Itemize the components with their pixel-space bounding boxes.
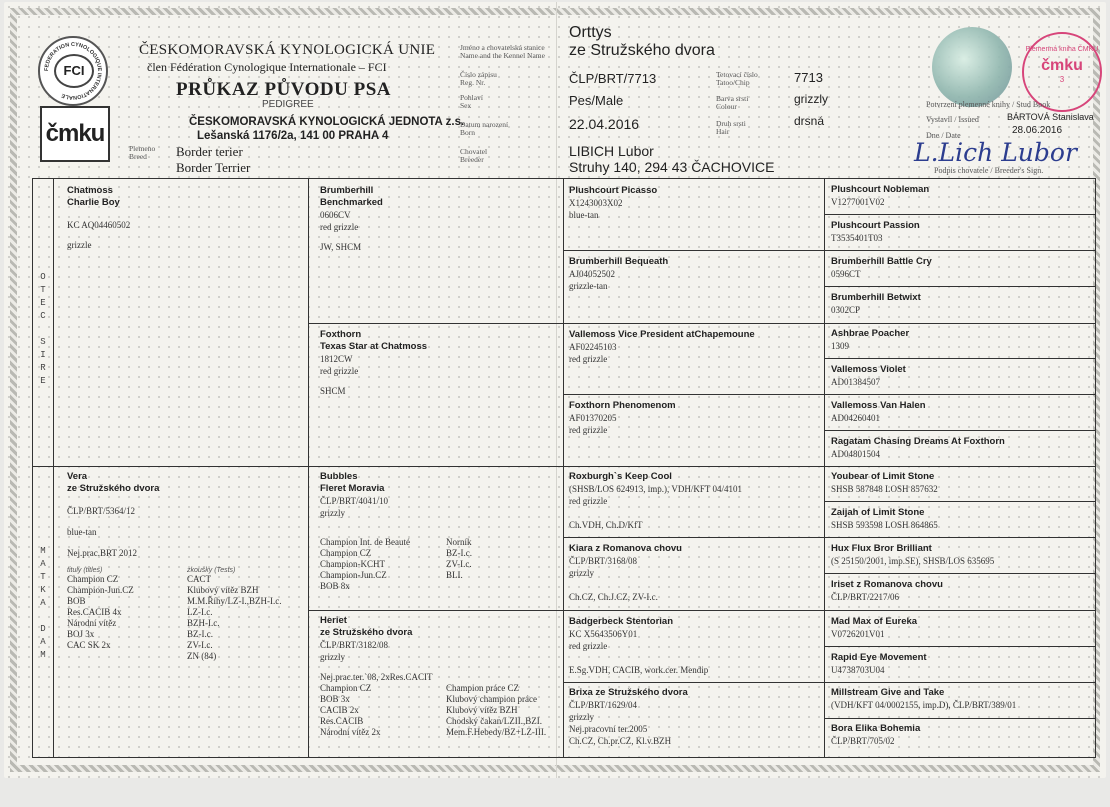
gggp-name: Brumberhill Battle Cry <box>831 256 932 267</box>
breed-label-en: Breed <box>129 152 147 161</box>
side-letter: R <box>40 363 46 373</box>
dam-titles <box>67 574 134 651</box>
dam-test: M.M.Říhy/LZ-I.,BZH-I.c. <box>187 596 282 606</box>
ggp-name: Foxthorn Phenomenom <box>569 400 676 411</box>
sex-label-en: Sex <box>460 101 472 110</box>
ggp-titles: Nej.pracovní ter.2005 <box>569 724 648 734</box>
gggp-name: Iriset z Romanova chovu <box>831 579 943 590</box>
born-label-en: Born <box>460 128 475 137</box>
gp-name2: ze Stružského dvora <box>320 627 413 638</box>
ggp-name: Badgerbeck Stentorian <box>569 616 673 627</box>
gp-titles: SHCM <box>320 386 346 396</box>
gp-title: BOB 3x <box>320 694 350 704</box>
gggp-name: Rapid Eye Movement <box>831 652 927 663</box>
side-letter: C <box>40 311 46 321</box>
gp-tests-list <box>446 537 472 581</box>
tattoo-label-cz: Tetovací číslo <box>716 70 758 79</box>
ggp-cell <box>569 616 819 676</box>
sire-cell <box>67 185 303 251</box>
ggp-reg: AF02245103 <box>569 342 617 352</box>
gp-title: Champion-KCHT <box>320 559 385 569</box>
ggp-cell <box>569 687 819 747</box>
club-address: Lešanská 1176/2a, 141 00 PRAHA 4 <box>197 130 389 142</box>
gp-name2: Benchmarked <box>320 197 383 208</box>
gggp-cell <box>831 400 1091 424</box>
gggp-reg: (VDH/KFT 04/0002155, imp.D), ČLP/BRT/389/01 <box>831 700 1017 710</box>
side-letter: A <box>40 559 46 569</box>
gggp-cell <box>831 184 1091 208</box>
gp-colour: red grizzle <box>320 222 359 232</box>
dam-cell <box>67 471 303 665</box>
gp-reg: 1812CW <box>320 354 353 364</box>
gggp-name: Plushcourt Nobleman <box>831 184 930 195</box>
gggp-reg: 1309 <box>831 341 849 351</box>
gggp-name: Brumberhill Betwixt <box>831 292 921 303</box>
ggp-cell <box>569 256 819 292</box>
gp-test: Norník <box>446 537 472 547</box>
dam-test: ZV-I.c. <box>187 640 213 650</box>
sex-label-cz: Pohlaví <box>460 93 483 102</box>
gggp-name: Vallemoss Van Halen <box>831 400 926 411</box>
gp-name: Brumberhill <box>320 185 374 196</box>
stamp-number: 3 <box>1059 75 1065 84</box>
dam-extra: Nej.prac.BRT 2012 <box>67 548 138 558</box>
ggp-name: Kiara z Romanova chovu <box>569 543 682 554</box>
ggp-titles: Ch.CZ, Ch.J.CZ, ZV-I.c. <box>569 592 658 602</box>
dam-titles-label: tituly (titles) <box>67 567 103 574</box>
ggp-reg: AJ04052502 <box>569 269 616 279</box>
ggp-cell <box>569 400 819 436</box>
dam-test: BZ-I.c. <box>187 629 213 639</box>
ggp-name: Brixa ze Stružského dvora <box>569 687 688 698</box>
tattoo-label <box>716 71 758 87</box>
dog-hair: drsná <box>794 114 825 128</box>
stamp-logo: čmku <box>1041 57 1083 74</box>
side-letter: T <box>40 572 46 582</box>
sign-label: Podpis chovatele / Breeder's Sign. <box>934 166 1044 175</box>
breeder-label <box>460 148 487 164</box>
sire-reg: KC AQ04460502 <box>67 220 131 230</box>
ggp-colour: red grizzle <box>569 496 608 506</box>
gp-title: Champion CZ <box>320 683 372 693</box>
dam-title: BOJ 3x <box>67 629 95 639</box>
gp-title: Champion Int. de Beauté <box>320 537 410 547</box>
gp-colour: red grizzle <box>320 366 359 376</box>
gggp-cell <box>831 652 1091 676</box>
dam-title: Res.CACIB 4x <box>67 607 122 617</box>
dam-tests <box>187 574 282 662</box>
side-letter: S <box>40 337 46 347</box>
gp-test: Chodský čakan/LZII.,BZI. <box>446 716 542 726</box>
ggp-titles: E.Sg.VDH, CACIB, work.cer. Mendip <box>569 665 709 675</box>
sire-name: Chatmoss <box>67 185 113 196</box>
born-label <box>460 121 508 137</box>
dog-born: 22.04.2016 <box>569 116 640 132</box>
ggp-colour: blue-tan <box>569 210 599 220</box>
gggp-cell <box>831 687 1091 711</box>
ggp-reg: X1243003X02 <box>569 198 623 208</box>
gggp-reg: V0726201V01 <box>831 629 885 639</box>
dog-tattoo: 7713 <box>794 70 823 85</box>
name-label-en: Name and the Kennel Name <box>460 51 545 60</box>
gggp-cell <box>831 471 1091 495</box>
issued-label: Vystavil / Issued <box>926 115 979 124</box>
ggp-reg: ČLP/BRT/3168/08 <box>569 556 637 566</box>
dam-title: BOB <box>67 596 86 606</box>
gp-name: Heriet <box>320 615 347 626</box>
pedigree-grid <box>32 178 1096 758</box>
colour-label-en: Colour <box>716 102 737 111</box>
ggp-cell <box>569 329 819 365</box>
gggp-reg: SHSB 593598 LOSH 864865 <box>831 520 938 530</box>
gggp-cell <box>831 328 1091 352</box>
fci-member-text: člen Fédération Cynologique Internationale – FCI <box>147 60 387 74</box>
dam-name: Vera <box>67 471 88 482</box>
gggp-name: Millstream Give and Take <box>831 687 945 698</box>
breeder-label-cz: Chovatel <box>460 147 488 156</box>
dog-name: Orttys <box>569 24 612 41</box>
gp-name2: Fleret Moravia <box>320 483 385 494</box>
issue-date: 28.06.2016 <box>1012 125 1063 136</box>
ggp-colour: grizzle-tan <box>569 281 608 291</box>
side-letter: D <box>40 624 46 634</box>
ggp-colour: grizzly <box>569 568 594 578</box>
breeder-label-en: Breeder <box>460 155 484 164</box>
gggp-reg: T3535401T03 <box>831 233 883 243</box>
gp-name: Bubbles <box>320 471 358 482</box>
gp-titles-list <box>320 683 380 738</box>
ggp-reg: (SHSB/LOS 624913, imp.), VDH/KFT 04/4101 <box>569 484 742 494</box>
reg-label <box>460 71 497 87</box>
ggp-name: Plushcourt Picasso <box>569 185 658 196</box>
gp-title: CACIB 2x <box>320 705 359 715</box>
gp-extra: Nej.prac.ter.`08, 2xRes.CACIT <box>320 672 433 682</box>
colour-label <box>716 95 748 111</box>
gp-dam-sire <box>320 471 558 599</box>
side-letter: O <box>40 272 46 282</box>
gp-titles: JW, SHCM <box>320 242 362 252</box>
gggp-name: Hux Flux Bror Brilliant <box>831 543 932 554</box>
fci-logo-icon <box>38 36 108 106</box>
hair-label-cz: Druh srsti <box>716 119 746 128</box>
fci-ring-text: FEDERATION CYNOLOGIQUE INTERNATIONALE <box>43 41 103 101</box>
side-letter: T <box>40 285 46 295</box>
hair-label-en: Hair <box>716 127 730 136</box>
gggp-name: Bora Elika Bohemia <box>831 723 921 734</box>
ggp-reg: AF01370205 <box>569 413 617 423</box>
gp-dam-dam <box>320 615 558 741</box>
gggp-reg: ČLP/BRT/2217/06 <box>831 592 899 602</box>
breeder-address: Struhy 140, 294 43 ČACHOVICE <box>569 159 775 175</box>
ggp-titles: Ch.VDH, Ch.D/KfT <box>569 520 643 530</box>
dam-tests-label: zkoušky (Tests) <box>187 567 236 574</box>
stud-book-label: Potvrzení plemenné knihy / Stud Book <box>926 100 1051 109</box>
colour-label-cz: Barva srsti <box>716 94 749 103</box>
gggp-reg: V1277001V02 <box>831 197 885 207</box>
gp-reg: ČLP/BRT/3182/08 <box>320 640 388 650</box>
dam-test: BZH-I.c. <box>187 618 220 628</box>
page-title: PRŮKAZ PŮVODU PSA <box>176 79 392 100</box>
hair-label <box>716 120 746 136</box>
fci-logo-text: FCI <box>54 54 94 88</box>
gp-title: Champion-Jun.CZ <box>320 570 387 580</box>
side-letter: M <box>40 650 46 660</box>
gp-test: BLI. <box>446 570 463 580</box>
stamp-text: Plemenná kniha ČMKU <box>1025 46 1099 53</box>
ggp-cell <box>569 543 819 603</box>
gp-sire-sire <box>320 185 558 253</box>
gggp-cell <box>831 292 1091 316</box>
breed-label-cz: Plemeno <box>129 144 156 153</box>
club-name: ČESKOMORAVSKÁ KYNOLOGICKÁ JEDNOTA z.s. <box>189 116 465 128</box>
gp-test: Mem.F.Hebedy/BZ+LZ-III. <box>446 727 547 737</box>
ggp-reg: KC X5643506Y01 <box>569 629 638 639</box>
ggp-colour: red grizzle <box>569 354 608 364</box>
ggp-cell <box>569 185 819 221</box>
gp-title: Národní vítěz 2x <box>320 727 381 737</box>
dam-reg: ČLP/BRT/5364/12 <box>67 506 135 516</box>
gp-reg: ČLP/BRT/4041/10 <box>320 496 388 506</box>
gggp-reg: AD04801504 <box>831 449 880 459</box>
gp-title: Res.CACIB <box>320 716 364 726</box>
gggp-cell <box>831 256 1091 280</box>
born-label-cz: Datum narození <box>460 120 509 129</box>
gggp-reg: (S 25150/2001, imp.SE), SHSB/LOS 635695 <box>831 556 995 566</box>
pedigree-subtitle: PEDIGREE <box>262 99 314 110</box>
pedigree-document <box>4 2 1106 778</box>
side-letter: K <box>40 585 46 595</box>
side-letter: I <box>40 350 46 360</box>
gp-name: Foxthorn <box>320 329 362 340</box>
gggp-reg: ČLP/BRT/705/02 <box>831 736 895 746</box>
dam-title: Champion-Jun.CZ <box>67 585 134 595</box>
sire-side-label <box>34 271 52 388</box>
ggp-titles2: Ch.CZ, Ch.pr.CZ, Kl.v.BZH <box>569 736 672 746</box>
side-letter: A <box>40 637 46 647</box>
dam-title: CAC SK 2x <box>67 640 111 650</box>
gggp-cell <box>831 436 1091 460</box>
dam-title: Národní vítěz <box>67 618 117 628</box>
dam-test: Klubový vítěz BZH <box>187 585 259 595</box>
gggp-reg: 0596CT <box>831 269 861 279</box>
ggp-name: Vallemoss Vice President atChapemoune <box>569 329 755 340</box>
union-title: ČESKOMORAVSKÁ KYNOLOGICKÁ UNIE <box>139 42 436 58</box>
dam-side-label <box>34 545 52 662</box>
gp-colour: grizzly <box>320 508 345 518</box>
gggp-reg: 0302CP <box>831 305 861 315</box>
breeder-name: LIBICH Lubor <box>569 143 654 159</box>
gggp-reg: SHSB 587848 LOSH 857632 <box>831 484 938 494</box>
dog-kennel: ze Stružského dvora <box>569 42 715 59</box>
hologram-icon <box>932 27 1012 107</box>
ggp-colour: red grizzle <box>569 425 608 435</box>
tattoo-label-en: Tatoo/Chip <box>716 78 750 87</box>
gggp-name: Ashbrae Poacher <box>831 328 910 339</box>
gggp-cell <box>831 364 1091 388</box>
side-letter: M <box>40 546 46 556</box>
dog-colour: grizzly <box>794 92 829 106</box>
gp-sire-dam <box>320 329 558 397</box>
gp-reg: 0606CV <box>320 210 351 220</box>
breed-en: Border Terrier <box>176 160 251 175</box>
date-label: Dne / Date <box>926 131 961 140</box>
ggp-colour: grizzly <box>569 712 594 722</box>
gggp-cell <box>831 579 1091 603</box>
gggp-reg: U4738703U04 <box>831 665 885 675</box>
dam-test: LZ-I.c. <box>187 607 213 617</box>
ggp-reg: ČLP/BRT/1629/04 <box>569 700 637 710</box>
gggp-reg: AD01384507 <box>831 377 880 387</box>
sire-colour: grizzle <box>67 240 92 250</box>
ggp-name: Brumberhill Bequeath <box>569 256 669 267</box>
gggp-cell <box>831 723 1091 747</box>
gggp-name: Zaijah of Limit Stone <box>831 507 925 518</box>
gp-test: Klubový champion práce <box>446 694 537 704</box>
gp-test: BZ-I.c. <box>446 548 472 558</box>
gp-title: Champion CZ <box>320 548 372 558</box>
gggp-cell <box>831 220 1091 244</box>
side-letter: E <box>40 376 46 386</box>
ggp-colour: red grizzle <box>569 641 608 651</box>
breeder-signature: L.Lich Lubor <box>914 138 1077 167</box>
reg-label-cz: Číslo zápisu <box>460 70 497 79</box>
gp-title: BOB 8x <box>320 581 350 591</box>
gggp-name: Ragatam Chasing Dreams At Foxthorn <box>831 436 1005 447</box>
gggp-name: Mad Max of Eureka <box>831 616 918 627</box>
dam-test: CACT <box>187 574 212 584</box>
side-letter: A <box>40 598 46 608</box>
gp-tests-list <box>446 683 546 738</box>
ggp-cell <box>569 471 819 531</box>
gp-colour: grizzly <box>320 652 345 662</box>
gp-test: Klubový vítěz BZH <box>446 705 518 715</box>
dam-colour: blue-tan <box>67 527 97 537</box>
gp-test: ZV-I.c. <box>446 559 472 569</box>
dog-reg: ČLP/BRT/7713 <box>569 71 657 86</box>
sex-label <box>460 94 483 110</box>
gp-name2: Texas Star at Chatmoss <box>320 341 428 352</box>
gp-test: Champion práce CZ <box>446 683 519 693</box>
issued-by: BÁRTOVÁ Stanislava <box>1007 112 1094 122</box>
sire-name2: Charlie Boy <box>67 197 120 208</box>
gggp-name: Vallemoss Violet <box>831 364 906 375</box>
dam-title: Champion CZ <box>67 574 119 584</box>
gp-titles-list <box>320 537 410 592</box>
dam-name2: ze Stružského dvora <box>67 483 160 494</box>
reg-label-en: Reg. Nr. <box>460 78 486 87</box>
cmku-logo-icon: čmku <box>40 106 110 162</box>
ggp-name: Roxburgh`s Keep Cool <box>569 471 672 482</box>
gggp-reg: AD04260401 <box>831 413 880 423</box>
dam-test: ZN (84) <box>187 651 217 661</box>
name-label <box>460 44 545 60</box>
breed-cz: Border terier <box>176 144 243 159</box>
gggp-cell <box>831 507 1091 531</box>
name-label-cz: Jméno a chovatelská stanice <box>460 43 545 52</box>
breed-label <box>129 145 155 161</box>
gggp-name: Plushcourt Passion <box>831 220 920 231</box>
gggp-cell <box>831 543 1091 567</box>
gggp-name: Youbear of Limit Stone <box>831 471 935 482</box>
side-letter: E <box>40 298 46 308</box>
gggp-cell <box>831 616 1091 640</box>
dog-sex: Pes/Male <box>569 93 624 108</box>
